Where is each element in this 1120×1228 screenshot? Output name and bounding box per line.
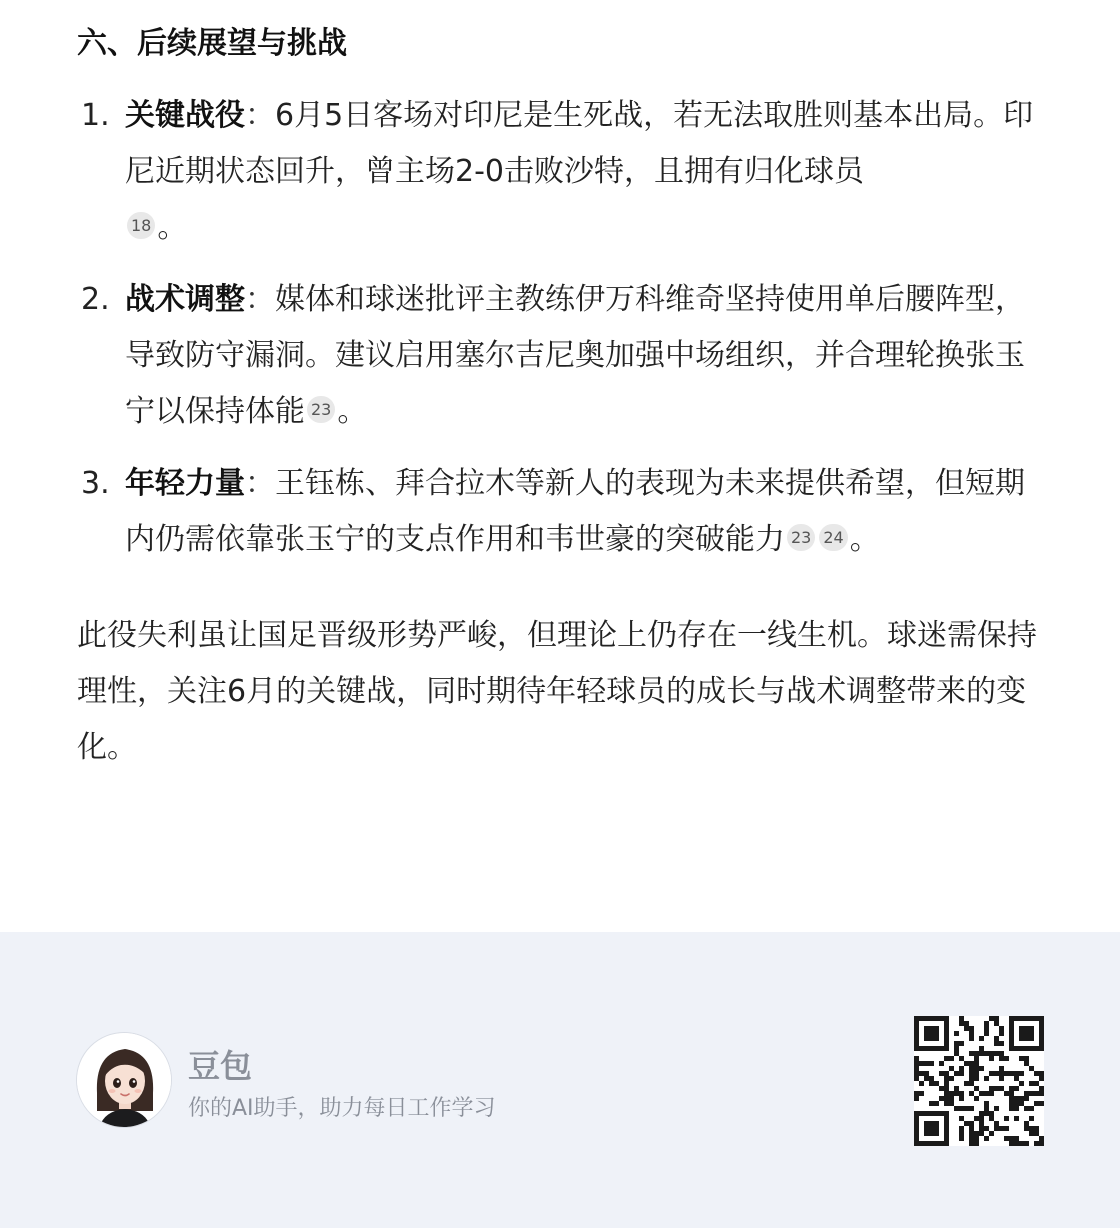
brand-slogan: 你的AI助手，助力每日工作学习: [188, 1096, 496, 1121]
list-item-colon: ：: [245, 282, 275, 317]
citation-badge[interactable]: 18: [127, 212, 155, 239]
list-item: [77, 456, 1037, 568]
qr-code-icon[interactable]: [914, 1016, 1044, 1146]
section-title: 六、后续展望与挑战: [77, 26, 347, 61]
brand-name: 豆包: [188, 1047, 253, 1085]
list-item-key: 战术调整: [125, 282, 245, 317]
list-item-key: 关键战役: [125, 98, 245, 133]
list-item-end: 。: [337, 394, 368, 429]
list-item-colon: ：: [245, 466, 275, 501]
footer-banner: [0, 932, 1120, 1228]
list-item-key: 年轻力量: [125, 466, 245, 501]
citation-badge[interactable]: 23: [787, 524, 815, 551]
list-item-number: 1.: [81, 98, 110, 133]
list-item-number: 3.: [81, 466, 110, 501]
conclusion-paragraph: 此役失利虽让国足晋级形势严峻，但理论上仍存在一线生机。球迷需保持理性，关注6月的关键战，同时期待年轻球员的成长与战术调整带来的变化。: [77, 618, 1037, 765]
list-item: [77, 88, 1037, 256]
list-item: [77, 272, 1037, 440]
citation-badge[interactable]: 24: [819, 524, 847, 551]
list-item-text: 6月5日客场对印尼是生死战，若无法取胜则基本出局。印尼近期状态回升，曾主场2-0击败沙特，且拥有归化球员: [125, 98, 1034, 189]
cartoon-girl-avatar-icon: [76, 1032, 172, 1128]
list-item-colon: ：: [245, 98, 275, 133]
list-item-end: 。: [157, 210, 188, 245]
outlook-list: [77, 88, 1037, 584]
list-item-text: 王钰栋、拜合拉木等新人的表现为未来提供希望，但短期内仍需依靠张玉宁的支点作用和韦世豪的突破能力: [125, 466, 1025, 557]
list-item-text: 媒体和球迷批评主教练伊万科维奇坚持使用单后腰阵型，导致防守漏洞。建议启用塞尔吉尼奥加强中场组织，并合理轮换张玉宁以保持体能: [125, 282, 1025, 429]
list-item-end: 。: [849, 522, 880, 557]
citation-badge[interactable]: 23: [307, 396, 335, 423]
list-item-number: 2.: [81, 282, 110, 317]
